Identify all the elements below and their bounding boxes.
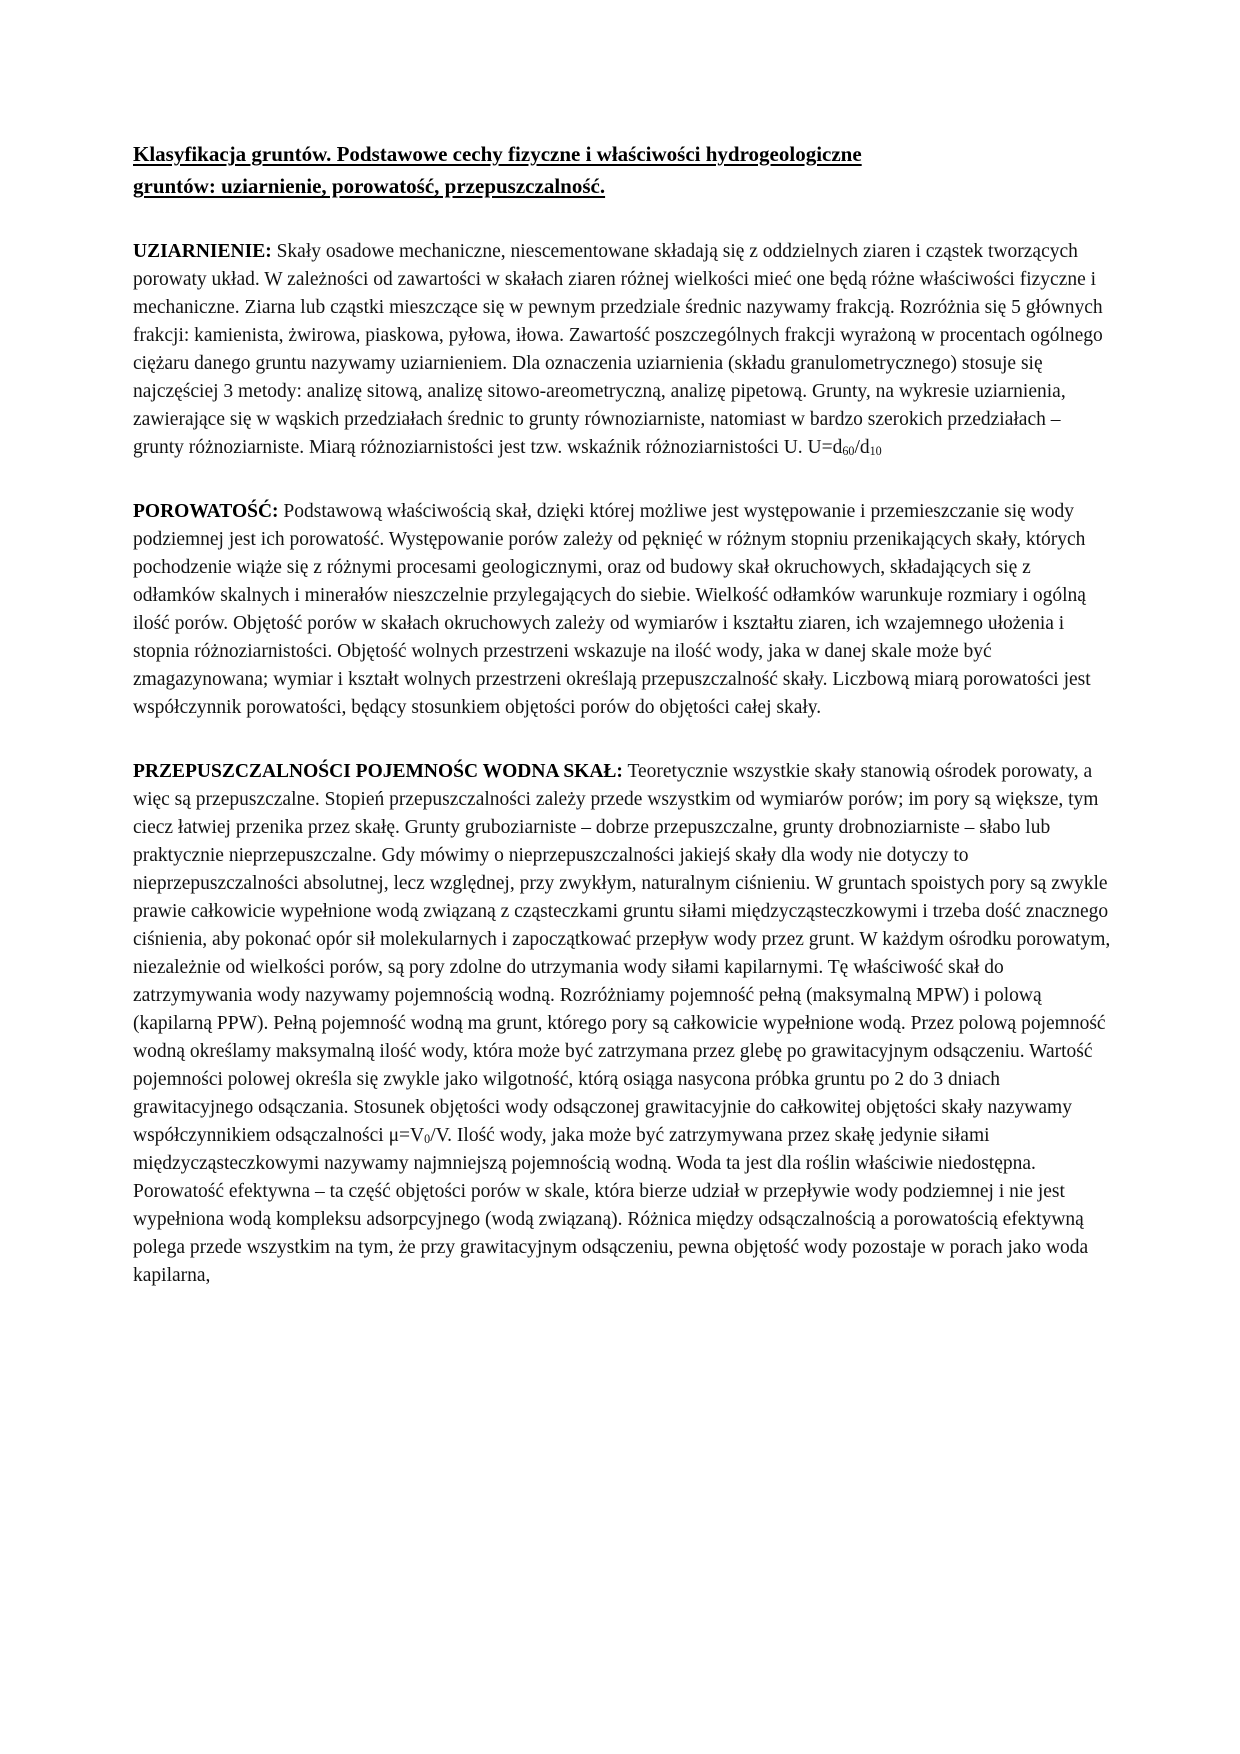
document-content	[133, 138, 1113, 1290]
paragraph-uziarnienie-text: Skały osadowe mechaniczne, niescementowane składają się z oddzielnych ziaren i cząstek tworzących porowaty układ. W zależności od zawartości w skałach ziaren różnej wielkości mieć one będą różne właściwości fizyczne i mechaniczne. Ziarna lub cząstki mieszczące się w pewnym przedziale średnic nazywamy frakcją. Rozróżnia się 5 głównych frakcji: kamienista, żwirowa, piaskowa, pyłowa, iłowa. Zawartość poszczególnych frakcji wyrażoną w procentach ogólnego ciężaru danego gruntu nazywamy uziarnieniem. Dla oznaczenia uziarnienia (składu granulometrycznego) stosuje się najczęściej 3 metody: analizę sitową, analizę sitowo-areometryczną, analizę pipetową. Grunty, na wykresie uziarnienia, zawierające się w wąskich przedziałach średnic to grunty równoziarniste, natomiast w bardzo szerokich przedziałach – grunty różnoziarniste. Miarą różnoziarnistości jest tzw. wskaźnik różnoziarnistości U. U=d	[133, 241, 1103, 458]
paragraph-uziarnienie	[133, 238, 1113, 462]
paragraph-przepuszczalnosc-text-2: /V. Ilość wody, jaka może być zatrzymywana przez skałę jedynie siłami międzycząsteczkowymi nazywamy najmniejszą pojemnością wodną. Woda ta jest dla roślin właściwie niedostępna. Porowatość efektywna – ta część objętości porów w skale, która bierze udział w przepływie wody podziemnej i nie jest wypełniona wodą kompleksu adsorpcyjnego (wodą związaną). Różnica między odsączalnością a porowatością efektywną polega przede wszystkim na tym, że przy grawitacyjnym odsączeniu, pewna objętość wody pozostaje w porach jako woda kapilarna,	[133, 1125, 1089, 1286]
page-title-line-2: gruntów: uziarnienie, porowatość, przepuszczalność.	[133, 174, 606, 198]
page-title-line-1: Klasyfikacja gruntów. Podstawowe cechy fizyczne i właściwości hydrogeologiczne	[133, 142, 862, 166]
subscript-d60: 60	[842, 444, 855, 459]
paragraph-uziarnienie-header: UZIARNIENIE:	[133, 241, 272, 262]
paragraph-uziarnienie-formula-mid: /d	[854, 437, 870, 458]
paragraph-porowatosc-text: Podstawową właściwością skał, dzięki której możliwe jest występowanie i przemieszczanie się wody podziemnej jest ich porowatość. Występowanie porów zależy od pęknięć w różnym stopniu przenikających skały, których pochodzenie wiąże się z różnymi procesami geologicznymi, oraz od budowy skał okruchowych, składających się z odłamków skalnych i minerałów nieszczelnie przylegających do siebie. Wielkość odłamków warunkuje rozmiary i ogólną ilość porów. Objętość porów w skałach okruchowych zależy od wymiarów i kształtu ziaren, ich wzajemnego ułożenia i stopnia różnoziarnistości. Objętość wolnych przestrzeni wskazuje na ilość wody, jaka w danej skale może być zmagazynowana; wymiar i kształt wolnych przestrzeni określają przepuszczalność skały. Liczbową miarą porowatości jest współczynnik porowatości, będący stosunkiem objętości porów do objętości całej skały.	[133, 501, 1091, 718]
paragraph-przepuszczalnosc-text: Teoretycznie wszystkie skały stanowią ośrodek porowaty, a więc są przepuszczalne. Stopień przepuszczalności zależy przede wszystkim od wymiarów porów; im pory są większe, tym ciecz łatwiej przenika przez skałę. Grunty gruboziarniste – dobrze przepuszczalne, grunty drobnoziarniste – słabo lub praktycznie nieprzepuszczalne. Gdy mówimy o nieprzepuszczalności jakiejś skały dla wody nie dotyczy to nieprzepuszczalności absolutnej, lecz względnej, przy zwykłym, naturalnym ciśnieniu. W gruntach spoistych pory są zwykle prawie całkowicie wypełnione wodą związaną z cząsteczkami gruntu siłami międzycząsteczkowymi i trzeba dość znacznego ciśnienia, aby pokonać opór sił molekularnych i zapoczątkować przepływ wody przez grunt. W każdym ośrodku porowatym, niezależnie od wielkości porów, są pory zdolne do utrzymania wody siłami kapilarnymi. Tę właściwość skał do zatrzymywania wody nazywamy pojemnością wodną. Rozróżniamy pojemność pełną (maksymalną MPW) i polową (kapilarną PPW). Pełną pojemność wodną ma grunt, którego pory są całkowicie wypełnione wodą. Przez polową pojemność wodną określamy maksymalną ilość wody, która może być zatrzymana przez glebę po grawitacyjnym odsączeniu. Wartość pojemności polowej określa się zwykle jako wilgotność, którą osiąga nasycona próbka gruntu po 2 do 3 dniach grawitacyjnego odsączania. Stosunek objętości wody odsączonej grawitacyjnie do całkowitej objętości skały nazywamy współczynnikiem odsączalności μ=V	[133, 761, 1111, 1146]
subscript-d10: 10	[869, 444, 882, 459]
paragraph-porowatosc	[133, 498, 1113, 722]
paragraph-przepuszczalnosc	[133, 758, 1113, 1290]
subscript-v0: 0	[424, 1132, 431, 1147]
paragraph-przepuszczalnosc-header: PRZEPUSZCZALNOŚCI POJEMNOŚC WODNA SKAŁ:	[133, 761, 623, 782]
paragraph-porowatosc-header: POROWATOŚĆ:	[133, 501, 279, 522]
page-title	[133, 138, 1113, 202]
